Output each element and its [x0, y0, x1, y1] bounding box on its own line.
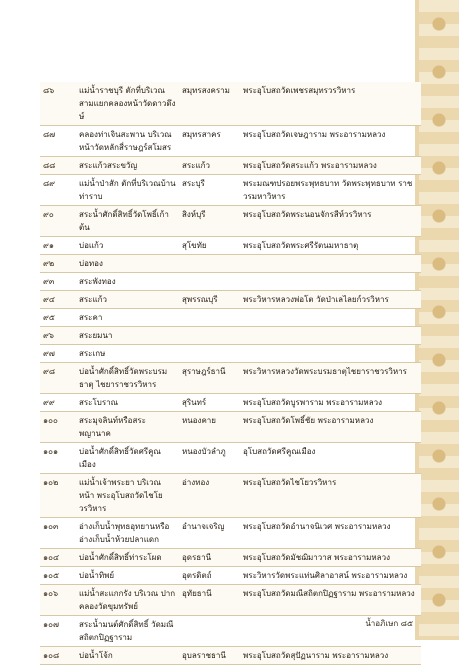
province	[179, 616, 240, 647]
row-number: ๙๓	[43, 277, 55, 286]
table-row	[40, 273, 421, 291]
water-source-name: แม่น้ำสะแกกรัง บริเวณ ปากคลองวัดขุมทรัพย์	[76, 585, 179, 616]
province: สมุทรสงคราม	[179, 82, 240, 126]
temple-name	[240, 309, 421, 327]
temple-name	[240, 345, 421, 363]
province: อำนาจเจริญ	[182, 522, 225, 531]
water-source-name: สระน้ำศักดิ์สิทธิ์วัดโพธิ์เก้าต้น	[76, 206, 179, 237]
temple-name: พระอุโบสถวัดพระศรีรัตนมหาธาตุ	[243, 241, 359, 250]
temple-name: พระอุโบสถวัดอำนาจนิเวศ พระอารามหลวง	[243, 522, 391, 531]
province	[179, 273, 240, 291]
province: อุทัยธานี	[179, 585, 240, 616]
province: สระแก้ว	[179, 157, 240, 175]
table-row	[40, 237, 421, 255]
water-source-name: สระมุจลินท์หรือสระพญานาค	[76, 412, 179, 443]
row-number: ๑๐๐	[40, 412, 76, 443]
row-number: ๘๖	[40, 82, 76, 126]
row-number: ๑๐๕	[43, 571, 60, 580]
water-source-name: คลองท่าเจินสะพาน บริเวณ หน้าวัดหลักสี่ราษฎร์สโมสร	[79, 130, 172, 152]
row-number: ๑๐๗	[43, 620, 59, 629]
temple-name: พระวิหารวัดพระแท่นศิลาอาสน์ พระอารามหลวง	[243, 571, 408, 580]
water-source-name: บ่อน้ำศักดิ์สิทธิ์วัดพระบรมธาตุ ไชยาราชวรวิหาร	[76, 363, 179, 394]
temple-name: พระอุโบสถวัดมัชฌิมาวาส พระอารามหลวง	[240, 549, 421, 567]
water-source-name: บ่อทอง	[76, 255, 179, 273]
province	[179, 327, 240, 345]
temple-name: พระอุโบสถวัดไชโยวรวิหาร	[240, 474, 421, 518]
table-row	[40, 616, 421, 647]
decorative-border	[419, 0, 459, 640]
water-source-name: อ่างเก็บน้ำพุทธอุทยานหรือ อ่างเก็บน้ำห้วยปลาแดก	[79, 522, 170, 544]
temple-name: พระวิหารหลวงพ่อโต วัดป่าเลไลยก์วรวิหาร	[240, 291, 421, 309]
row-number: ๙๖	[40, 327, 76, 345]
temple-name: พระอุโบสถวัดมณีสถิตกปิฏฐาราม พระอารามหลวง	[240, 585, 421, 616]
temple-name: พระอุโบสถวัดสระแก้ว พระอารามหลวง	[240, 157, 421, 175]
temple-name: พระอุโบสถวัดพระนอนจักรสีห์วรวิหาร	[240, 206, 421, 237]
table-row	[40, 443, 421, 474]
row-number: ๙๐	[40, 206, 76, 237]
table-row	[40, 394, 421, 412]
temple-name	[240, 255, 421, 273]
table-row	[40, 345, 421, 363]
row-number: ๑๐๘	[40, 647, 76, 665]
water-source-name: แม่น้ำราชบุรี ตักที่บริเวณ สามแยกคลองหน้าวัดดาวดึงษ์	[76, 82, 179, 126]
temple-name: พระอุโบสถวัดสุปัฏนาราม พระอารามหลวง	[240, 647, 421, 665]
water-source-name: สระพังทอง	[79, 277, 116, 286]
table-row	[40, 363, 421, 394]
row-number: ๑๐๒	[40, 474, 76, 518]
temple-name: พระอุโบสถวัดบูรพาราม พระอารามหลวง	[243, 398, 383, 407]
table-row	[40, 567, 421, 585]
row-number: ๘๗	[43, 130, 56, 139]
water-source-name: สระแก้วสระขวัญ	[76, 157, 179, 175]
row-number: ๙๑	[43, 241, 54, 250]
water-source-name: สระโบราณ	[79, 398, 119, 407]
table-row	[40, 206, 421, 237]
row-number: ๙๗	[43, 349, 55, 358]
water-source-name: บ่อน้ำทิพย์	[79, 571, 115, 580]
table-row	[40, 255, 421, 273]
temple-name: อุโบสถวัดศรีคูณเมือง	[243, 447, 316, 456]
row-number: ๑๐๖	[40, 585, 76, 616]
temple-name: พระวิหารหลวงวัดพระบรมธาตุไชยาราชวรวิหาร	[240, 363, 421, 394]
table-row	[40, 412, 421, 443]
row-number: ๘๘	[40, 157, 76, 175]
water-source-name: สระน้ำมนต์ศักดิ์สิทธิ์ วัดมณีสถิตกปิฏฐาราม	[79, 620, 174, 642]
row-number: ๑๐๓	[43, 522, 59, 531]
water-source-name: บ่อน้ำโจ้ก	[76, 647, 179, 665]
row-number: ๑๐๑	[43, 447, 59, 456]
table-row	[40, 291, 421, 309]
province: สุพรรณบุรี	[179, 291, 240, 309]
province: อ่างทอง	[179, 474, 240, 518]
water-source-name: สระยมนา	[76, 327, 179, 345]
water-source-name: สระคา	[79, 313, 103, 322]
water-source-name: สระแก้ว	[76, 291, 179, 309]
row-number: ๙๘	[40, 363, 76, 394]
province	[179, 345, 240, 363]
province: สระบุรี	[182, 179, 205, 188]
province: สิงห์บุรี	[179, 206, 240, 237]
row-number: ๙๒	[40, 255, 76, 273]
table-row	[40, 157, 421, 175]
footer-label: น้ำอภิเษก	[365, 619, 399, 628]
province: อุตรดิตถ์	[182, 571, 212, 580]
water-sources-table	[40, 82, 415, 665]
province	[179, 309, 240, 327]
province: อุดรธานี	[179, 549, 240, 567]
page-footer	[365, 617, 413, 630]
province: หนองคาย	[179, 412, 240, 443]
temple-name: พระอุโบสถวัดเจษฎาราม พระอารามหลวง	[243, 130, 386, 139]
row-number: ๙๙	[43, 398, 55, 407]
table-row	[40, 549, 421, 567]
province: สมุทรสาคร	[182, 130, 221, 139]
table-row	[40, 309, 421, 327]
temple-name: พระมณฑปรอยพระพุทธบาท วัดพระพุทธบาท ราชวรมหาวิหาร	[243, 179, 413, 201]
province: อุบลราชธานี	[179, 647, 240, 665]
row-number: ๑๐๔	[40, 549, 76, 567]
temple-name	[240, 327, 421, 345]
row-number: ๙๕	[43, 313, 55, 322]
table-row	[40, 126, 421, 157]
temple-name: พระอุโบสถวัดโพธิ์ชัย พระอารามหลวง	[240, 412, 421, 443]
water-source-name: บ่อน้ำศักดิ์สิทธิ์วัดศรีคูณเมือง	[79, 447, 161, 469]
province	[179, 255, 240, 273]
water-source-name: แม่น้ำเจ้าพระยา บริเวณหน้า พระอุโบสถวัดไชโยวรวิหาร	[76, 474, 179, 518]
page-number: ๘๕	[400, 619, 413, 628]
province: สุรินทร์	[182, 398, 207, 407]
table-row	[40, 327, 421, 345]
row-number: ๘๙	[43, 179, 56, 188]
province: สุราษฎร์ธานี	[179, 363, 240, 394]
table-row	[40, 175, 421, 206]
table-row	[40, 647, 421, 665]
water-source-name: บ่อแก้ว	[79, 241, 104, 250]
row-number: ๙๔	[40, 291, 76, 309]
temple-name	[240, 273, 421, 291]
water-source-name: บ่อน้ำศักดิ์สิทธิ์ท่าระโผด	[76, 549, 179, 567]
table-row	[40, 518, 421, 549]
water-source-name: สระเกษ	[79, 349, 106, 358]
table-row	[40, 474, 421, 518]
table-row	[40, 585, 421, 616]
province: หนองบัวลำภู	[182, 447, 226, 456]
table-row	[40, 82, 421, 126]
province: สุโขทัย	[182, 241, 207, 250]
temple-name: พระอุโบสถวัดเพชรสมุทรวรวิหาร	[240, 82, 421, 126]
water-source-name: แม่น้ำป่าสัก ตักที่บริเวณบ้านท่าราบ	[79, 179, 176, 201]
